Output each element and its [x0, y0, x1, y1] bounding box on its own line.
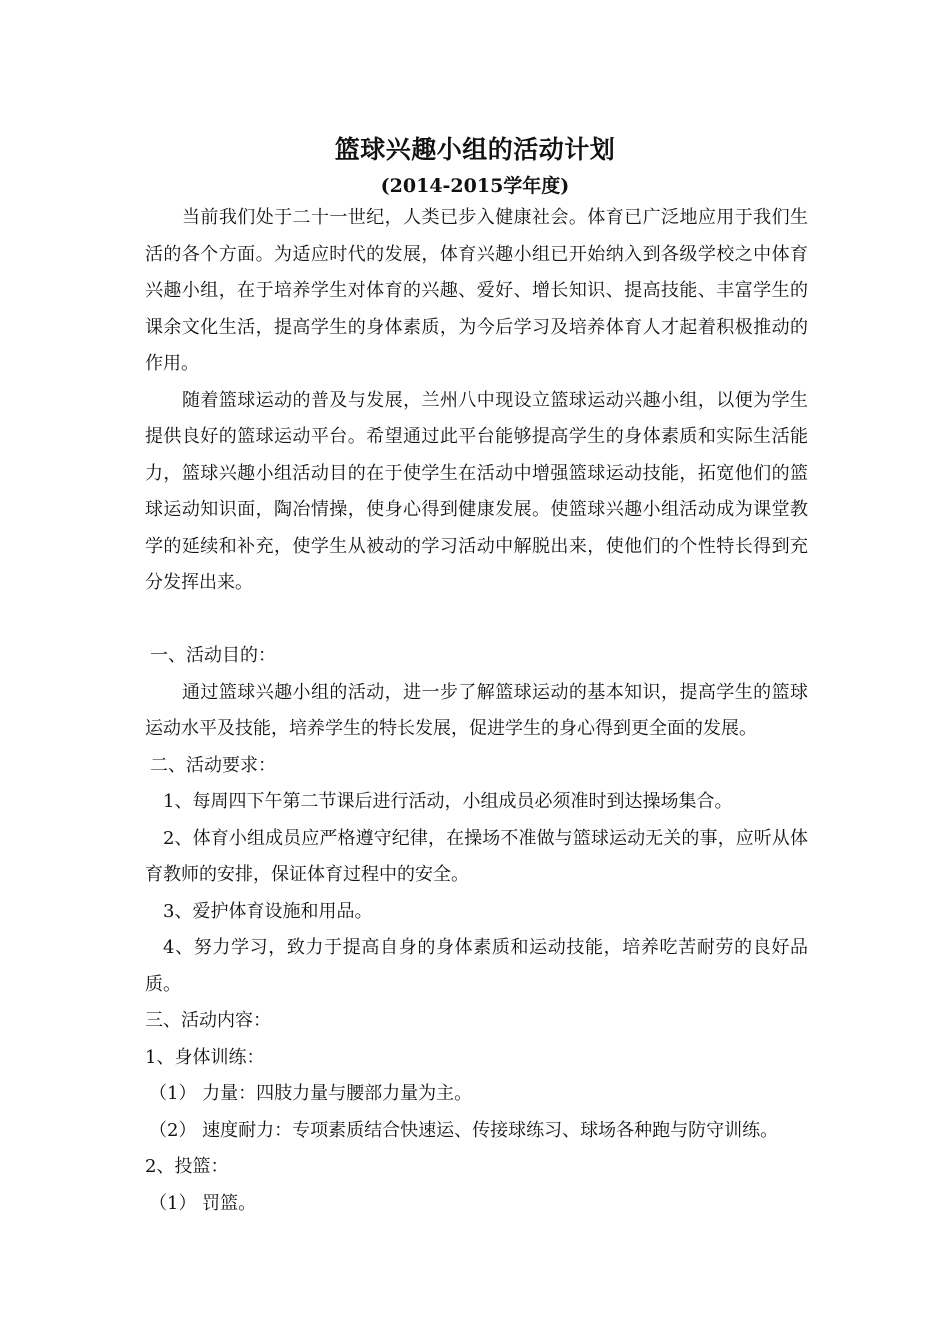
intro-paragraph: 当前我们处于二十一世纪，人类已步入健康社会。体育已广泛地应用于我们生活的各个方面。为适应时代的发展，体育兴趣小组已开始纳入到各级学校之中体育兴趣小组，在于培养学生对体育的兴趣、爱好、增长知识、提高技能、丰富学生的课余文化生活，提高学生的身体素质，为今后学习及培养体育人才起着积极推动的作用。: [145, 207, 808, 374]
subsection-heading-shooting: 2、投篮：: [145, 1156, 229, 1177]
section-heading-content: 三、活动内容：: [145, 1010, 271, 1031]
section-heading-requirements: 二、活动要求：: [150, 754, 276, 776]
requirement-item: 3、爱护体育设施和用品。: [163, 900, 373, 922]
document-body: [145, 200, 808, 1222]
content-item: （2） 速度耐力：专项素质结合快速运、传接球练习、球场各种跑与防守训练。: [149, 1119, 779, 1141]
subsection-heading-physical-training: 1、身体训练：: [145, 1046, 265, 1068]
document-title: 篮球兴趣小组的活动计划: [334, 135, 616, 164]
requirement-item: 1、每周四下午第二节课后进行活动，小组成员必须准时到达操场集合。: [163, 791, 733, 812]
requirement-item: 4、努力学习，致力于提高自身的身体素质和运动技能，培养吃苦耐劳的良好品质。: [145, 937, 808, 995]
content-item: （1） 罚篮。: [149, 1192, 257, 1214]
paragraph-spacer: [145, 602, 808, 639]
document-subtitle: (2014-2015学年度): [380, 175, 570, 197]
section-heading-purpose: 一、活动目的：: [150, 645, 276, 666]
requirement-item: 2、体育小组成员应严格遵守纪律，在操场不准做与篮球运动无关的事，应听从体育教师的安排，保证体育过程中的安全。: [145, 827, 808, 885]
section-text-purpose: 通过篮球兴趣小组的活动，进一步了解篮球运动的基本知识，提高学生的篮球运动水平及技能，培养学生的特长发展，促进学生的身心得到更全面的发展。: [145, 681, 808, 739]
content-item: （1） 力量：四肢力量与腰部力量为主。: [149, 1083, 473, 1104]
intro-paragraph: 随着篮球运动的普及与发展，兰州八中现设立篮球运动兴趣小组，以便为学生提供良好的篮球运动平台。希望通过此平台能够提高学生的身体素质和实际生活能力，篮球兴趣小组活动目的在于使学生在活动中增强篮球运动技能，拓宽他们的篮球运动知识面，陶冶情操，使身心得到健康发展。使篮球兴趣小组活动成为课堂教学的延续和补充，使学生从被动的学习活动中解脱出来，使他们的个性特长得到充分发挥出来。: [145, 389, 808, 593]
